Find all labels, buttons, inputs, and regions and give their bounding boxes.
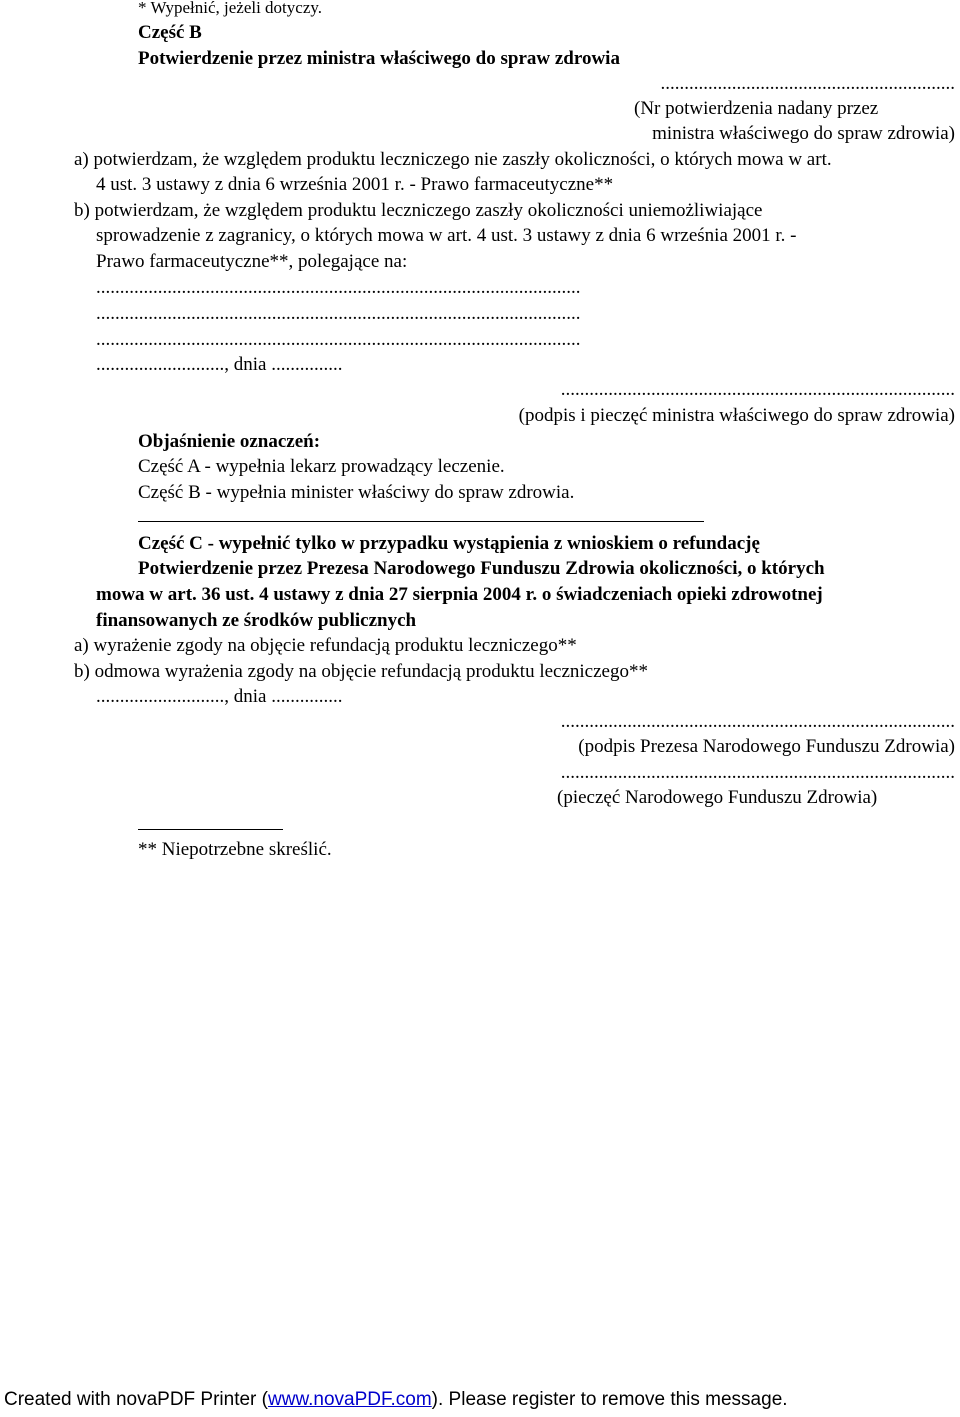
part-c-title-line-1: Potwierdzenie przez Prezesa Narodowego Funduszu Zdrowia okoliczności, o których <box>138 558 825 579</box>
part-c-title-line-3: finansowanych ze środków publicznych <box>96 610 417 631</box>
novapdf-link[interactable]: www.novaPDF.com <box>268 1389 432 1410</box>
watermark-footer <box>4 1388 788 1412</box>
legend-line-2: Część B - wypełnia minister właściwy do spraw zdrowia. <box>138 482 575 503</box>
part-c-signature-dots: ................................................................................... <box>560 711 955 732</box>
footer-prefix: Created with novaPDF Printer ( <box>4 1389 268 1410</box>
part-b-item-b-line-3: Prawo farmaceutyczne**, polegające na: <box>96 251 408 272</box>
legend-line-1: Część A - wypełnia lekarz prowadzący leczenie. <box>138 456 505 477</box>
part-c-title-line-2: mowa w art. 36 ust. 4 ustawy z dnia 27 sierpnia 2004 r. o świadczeniach opieki zdrowotnej <box>96 584 823 605</box>
part-c-item-b: b) odmowa wyrażenia zgody na objęcie refundacją produktu leczniczego** <box>74 661 648 682</box>
confirmation-number-caption-1: (Nr potwierdzenia nadany przez <box>634 98 879 119</box>
part-b-signature-dots: ................................................................................... <box>560 379 955 400</box>
fill-dots-line: ...................................................................................................... <box>96 303 581 324</box>
part-c-stamp-caption: (pieczęć Narodowego Funduszu Zdrowia) <box>557 787 878 808</box>
part-c-stamp-dots: ................................................................................... <box>560 762 955 783</box>
part-b-date-line: ..........................., dnia ............... <box>96 354 343 375</box>
part-c-signature-caption: (podpis Prezesa Narodowego Funduszu Zdrowia) <box>578 736 955 757</box>
part-c-item-a: a) wyrażenie zgody na objęcie refundacją produktu leczniczego** <box>74 635 577 656</box>
fill-dots-line: ...................................................................................................... <box>96 277 581 298</box>
footnote: ** Niepotrzebne skreślić. <box>138 839 332 860</box>
legend-heading: Objaśnienie oznaczeń: <box>138 431 321 452</box>
part-b-item-b-line-2: sprowadzenie z zagranicy, o których mowa w art. 4 ust. 3 ustawy z dnia 6 września 2001 r. - <box>96 225 797 246</box>
part-b-item-a-line-1: a) potwierdzam, że względem produktu leczniczego nie zaszły okoliczności, o których mowa w art. <box>74 149 832 170</box>
footer-suffix: ). Please register to remove this message. <box>431 1389 788 1410</box>
footnote-rule <box>138 829 283 830</box>
section-divider <box>138 521 704 522</box>
part-c-heading: Część C - wypełnić tylko w przypadku wystąpienia z wnioskiem o refundację <box>138 533 760 554</box>
part-c-date-line: ..........................., dnia ............... <box>96 686 343 707</box>
confirmation-number-caption-2: ministra właściwego do spraw zdrowia) <box>652 123 955 144</box>
part-b-item-a-line-2: 4 ust. 3 ustawy z dnia 6 września 2001 r. - Prawo farmaceutyczne** <box>96 174 614 195</box>
part-b-signature-caption: (podpis i pieczęć ministra właściwego do spraw zdrowia) <box>518 405 955 426</box>
part-b-heading: Część B <box>138 22 202 43</box>
part-b-title: Potwierdzenie przez ministra właściwego do spraw zdrowia <box>138 48 620 69</box>
top-note: * Wypełnić, jeżeli dotyczy. <box>138 0 323 17</box>
confirmation-number-dots: .............................................................. <box>660 73 955 94</box>
fill-dots-line: ...................................................................................................... <box>96 329 581 350</box>
part-b-item-b-line-1: b) potwierdzam, że względem produktu leczniczego zaszły okoliczności uniemożliwiające <box>74 200 763 221</box>
